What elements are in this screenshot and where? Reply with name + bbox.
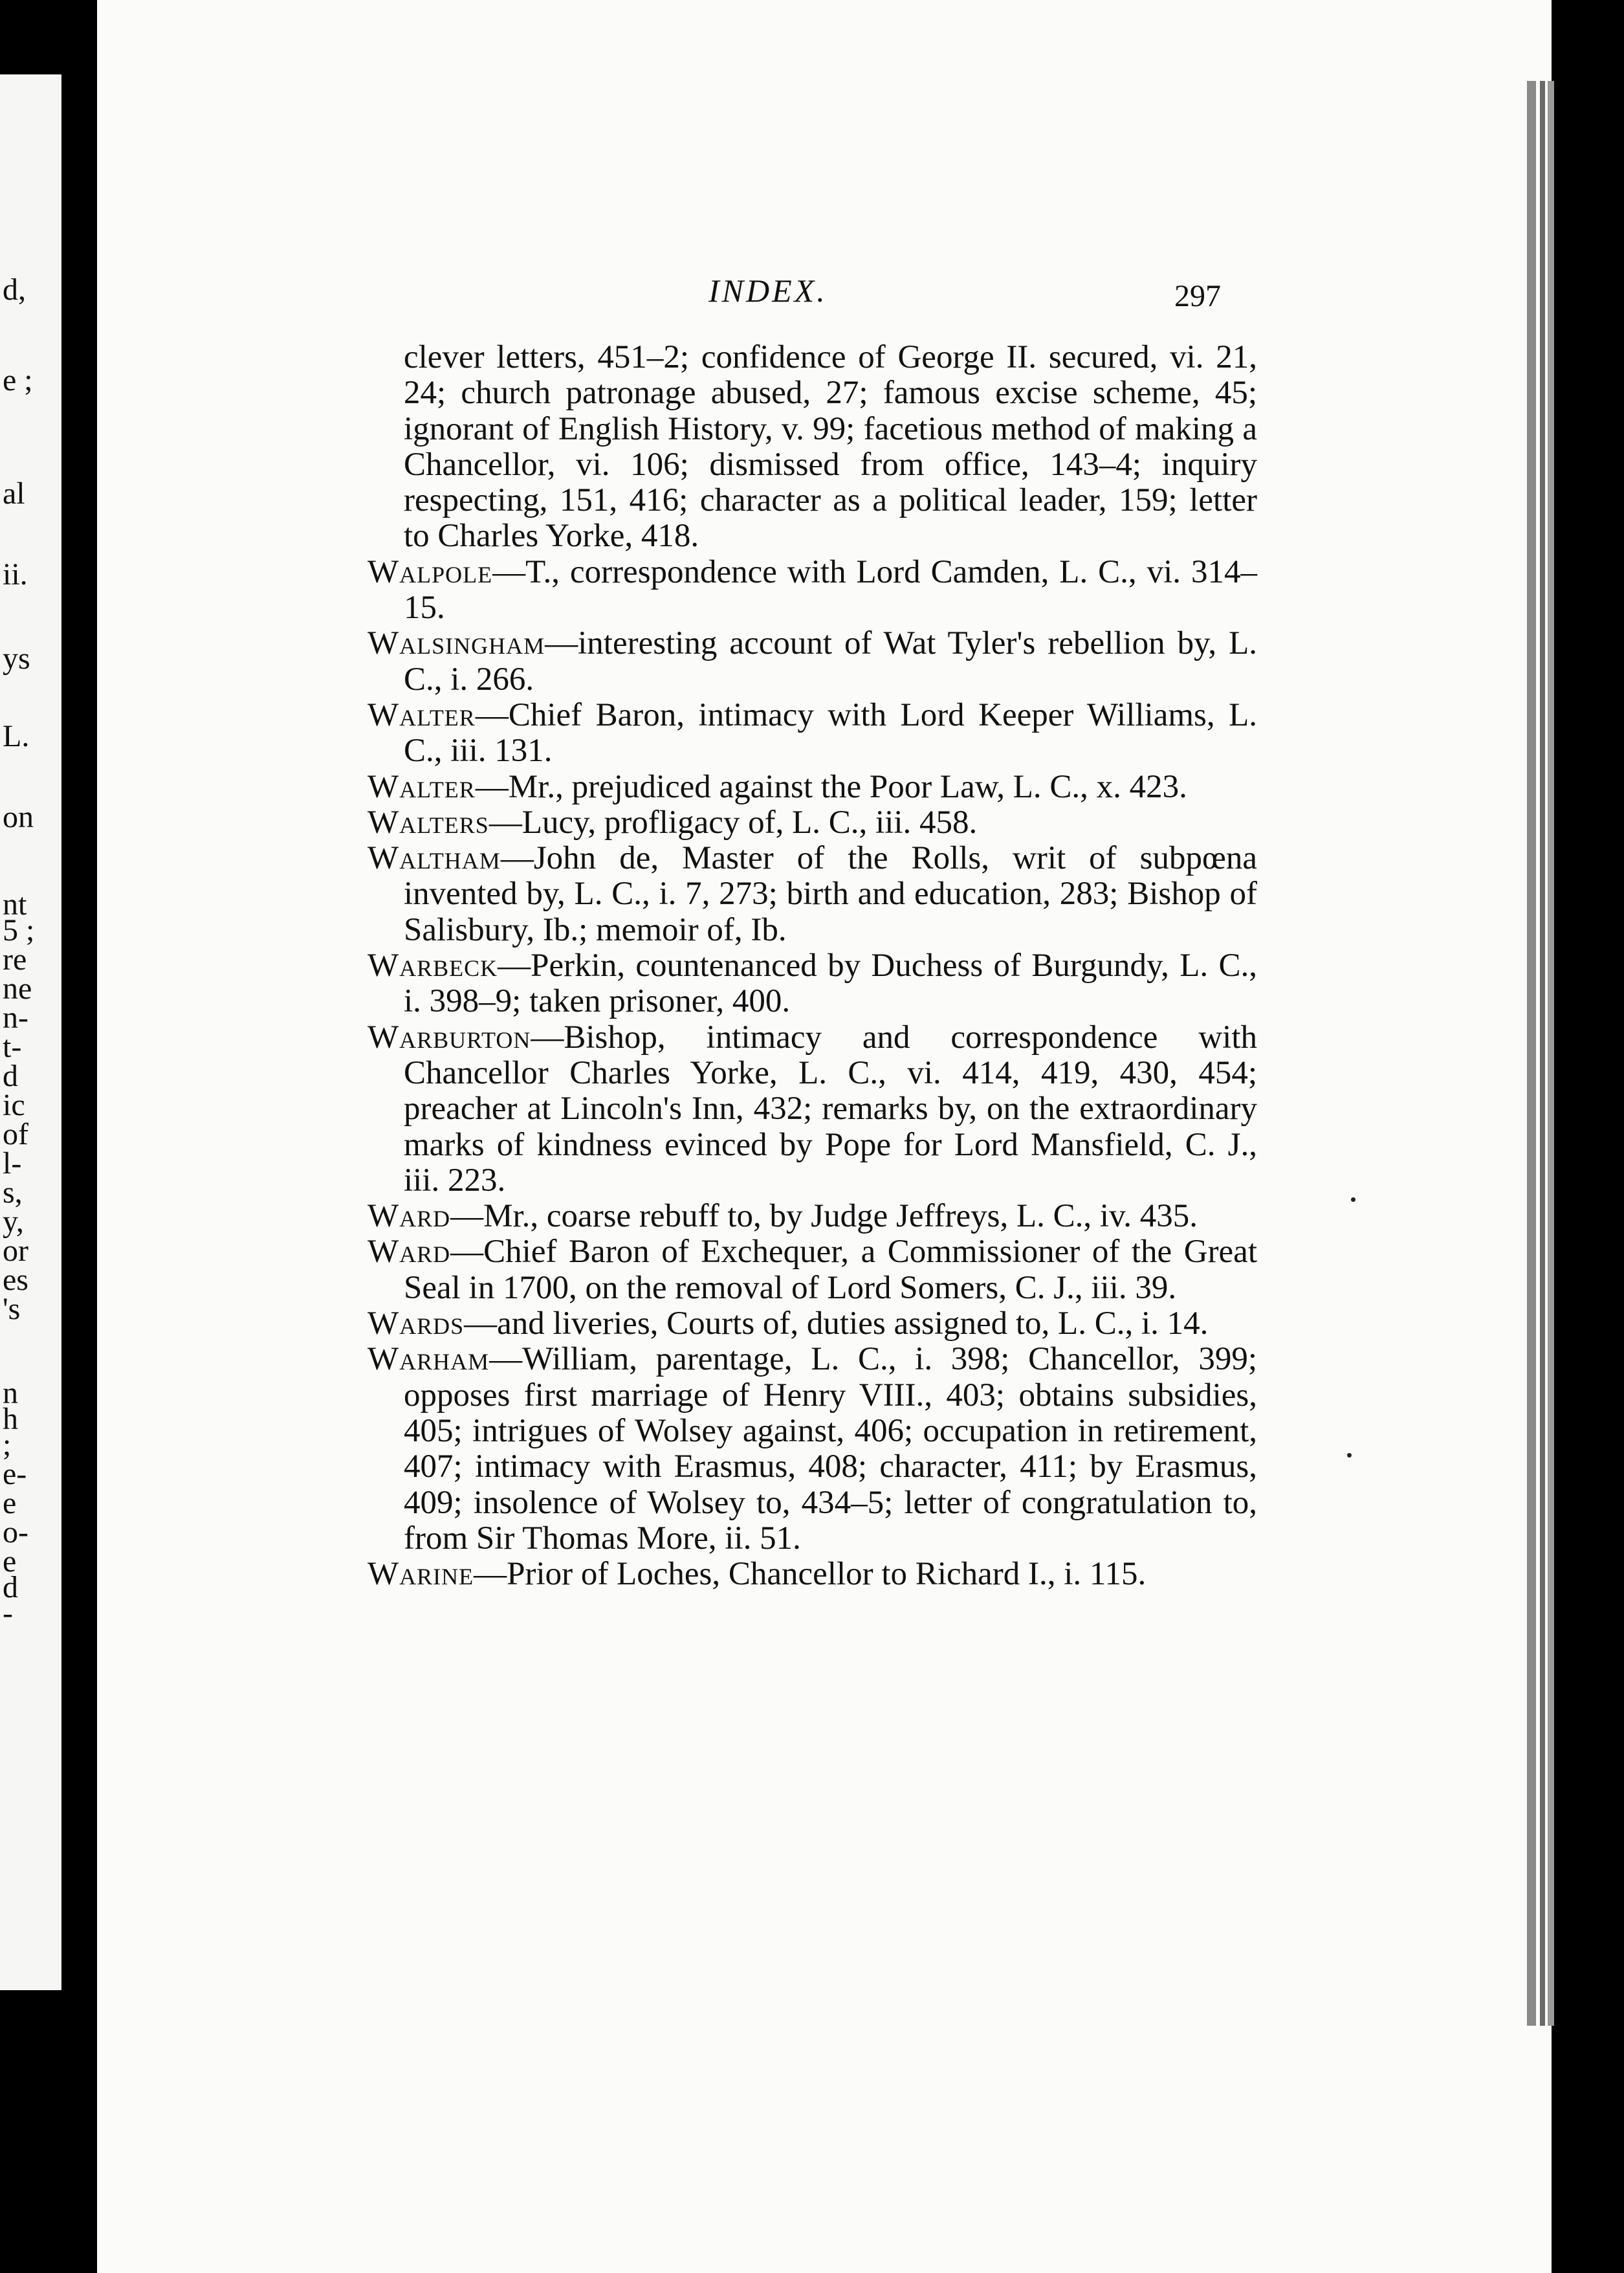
entry-text: —Mr., coarse rebuff to, by Judge Jeffreys, L. C., iv. 435. [450,1198,1198,1235]
index-entry [368,841,1257,948]
entry-text: —Lucy, profligacy of, L. C., iii. 458. [488,804,978,841]
entry-text: —John de, Master of the Rolls, writ of subpœna invented by, L. C., i. 7, 273; birth and education, 283; Bishop of Salisbury, Ib.; memoir of, Ib. [404,840,1257,948]
entry-heading: Warham [368,1341,490,1378]
index-entry [368,340,1257,555]
fragment-text: e [3,1544,17,1579]
page-edge [1548,81,1554,2026]
entry-heading: Ward [368,1198,451,1235]
fragment-text: - [3,1596,13,1630]
adjacent-page-fragment [0,74,61,1990]
index-entry [368,555,1257,626]
fragment-text: ic [3,1088,25,1122]
running-head: INDEX. [708,272,828,309]
entry-text: —Perkin, countenanced by Duchess of Burgundy, L. C., i. 398–9; taken prisoner, 400. [404,948,1257,1020]
entry-text: —Chief Baron of Exchequer, a Commissioner of the Great Seal in 1700, on the removal of Lord Somers, C. J., iii. 39. [404,1234,1257,1306]
fragment-text: o- [3,1515,28,1549]
fragment-text: d [3,1570,18,1604]
fragment-text: e- [3,1457,27,1491]
fragment-text: n [3,1376,18,1410]
entry-heading: Wards [368,1305,465,1342]
fragment-text: or [3,1234,28,1268]
fragment-text: ne [3,971,32,1006]
fragment-text: t- [3,1030,22,1064]
entry-text: —William, parentage, L. C., i. 398; Chancellor, 399; opposes first marriage of Henry VIII., 403; obtains subsidies, 405; intrigues of Wolsey against, 406; occupation in retirement, 407; intimacy with Erasmus, 408; character, 411; by Erasmus, 409; insolence of Wolsey to, 434–5; letter of congratulation to, from Sir Thomas More, ii. 51. [404,1341,1257,1557]
fragment-text: h [3,1402,18,1436]
print-speck [1347,1453,1352,1458]
fragment-text: of [3,1117,28,1151]
entry-text: clever letters, 451–2; confidence of George II. secured, vi. 21, 24; church patronage abused, 27; famous excise scheme, 45; ignorant of English History, v. 99; facetious method of making a Chancellor, vi. 106; dismissed from office, 143–4; inquiry respecting, 151, 416; character as a political leader, 159; letter to Charles Yorke, 418. [404,339,1257,555]
index-entry [368,698,1257,770]
fragment-text: n- [3,1001,28,1035]
index-entry [368,805,1257,841]
entry-text: —T., correspondence with Lord Camden, L. C., vi. 314–15. [404,553,1257,626]
fragment-text: d [3,1059,18,1093]
entry-heading: Waltham [368,840,501,877]
index-entries [368,340,1257,1592]
fragment-text: ys [3,641,30,676]
index-entry [368,1020,1257,1199]
page-edge [1527,81,1536,2026]
entry-text: —Mr., prejudiced against the Poor Law, L. C., x. 423. [475,768,1187,805]
fragment-text: y, [3,1204,24,1239]
entry-text: —Bishop, intimacy and correspondence with Chancellor Charles Yorke, L. C., vi. 414, 419, 430, 454; preacher at Lincoln's Inn, 432; remarks by, on the extraordinary marks of kindness evinced by Pope for Lord Mansfield, C. J., iii. 223. [404,1019,1257,1199]
fragment-text: ii. [3,557,28,592]
fragment-text: s, [3,1175,23,1210]
index-entry [368,1342,1257,1557]
entry-heading: Walsingham [368,625,545,662]
index-entry [368,1557,1257,1592]
entry-heading: Walpole [368,553,493,590]
fragment-text: 's [3,1292,21,1326]
entry-heading: Walters [368,804,489,841]
index-entry [368,626,1257,698]
fragment-text: es [3,1263,28,1297]
entry-text: —Chief Baron, intimacy with Lord Keeper Williams, L. C., iii. 131. [404,696,1257,770]
fragment-text: d, [3,272,26,307]
fragment-text: l- [3,1146,22,1181]
fragment-text: L. [3,719,30,753]
fragment-text: 5 ; [3,913,35,948]
fragment-text: al [3,476,25,511]
entry-text: —interesting account of Wat Tyler's rebellion by, L. C., i. 266. [404,625,1257,698]
entry-heading: Walter [368,768,476,805]
fragment-text: e ; [3,363,33,397]
fragment-text: re [3,942,27,977]
index-entry [368,1199,1257,1234]
page-number: 297 [1174,279,1221,313]
fragment-text: on [3,800,34,834]
entry-heading: Warine [368,1556,474,1593]
entry-heading: Walter [368,696,476,733]
fragment-text: e [3,1486,17,1520]
page-edge [1540,81,1545,2026]
entry-heading: Ward [368,1234,451,1270]
print-speck [1351,1197,1355,1202]
fragment-text: ; [3,1428,12,1462]
index-entry [368,948,1257,1020]
index-entry [368,1306,1257,1342]
index-entry [368,1234,1257,1306]
entry-heading: Warburton [368,1019,531,1056]
fragment-text: nt [3,887,27,922]
entry-heading: Warbeck [368,948,498,984]
entry-text: —and liveries, Courts of, duties assigned to, L. C., i. 14. [464,1305,1209,1342]
index-entry [368,770,1257,805]
entry-text: —Prior of Loches, Chancellor to Richard I., i. 115. [474,1556,1147,1593]
